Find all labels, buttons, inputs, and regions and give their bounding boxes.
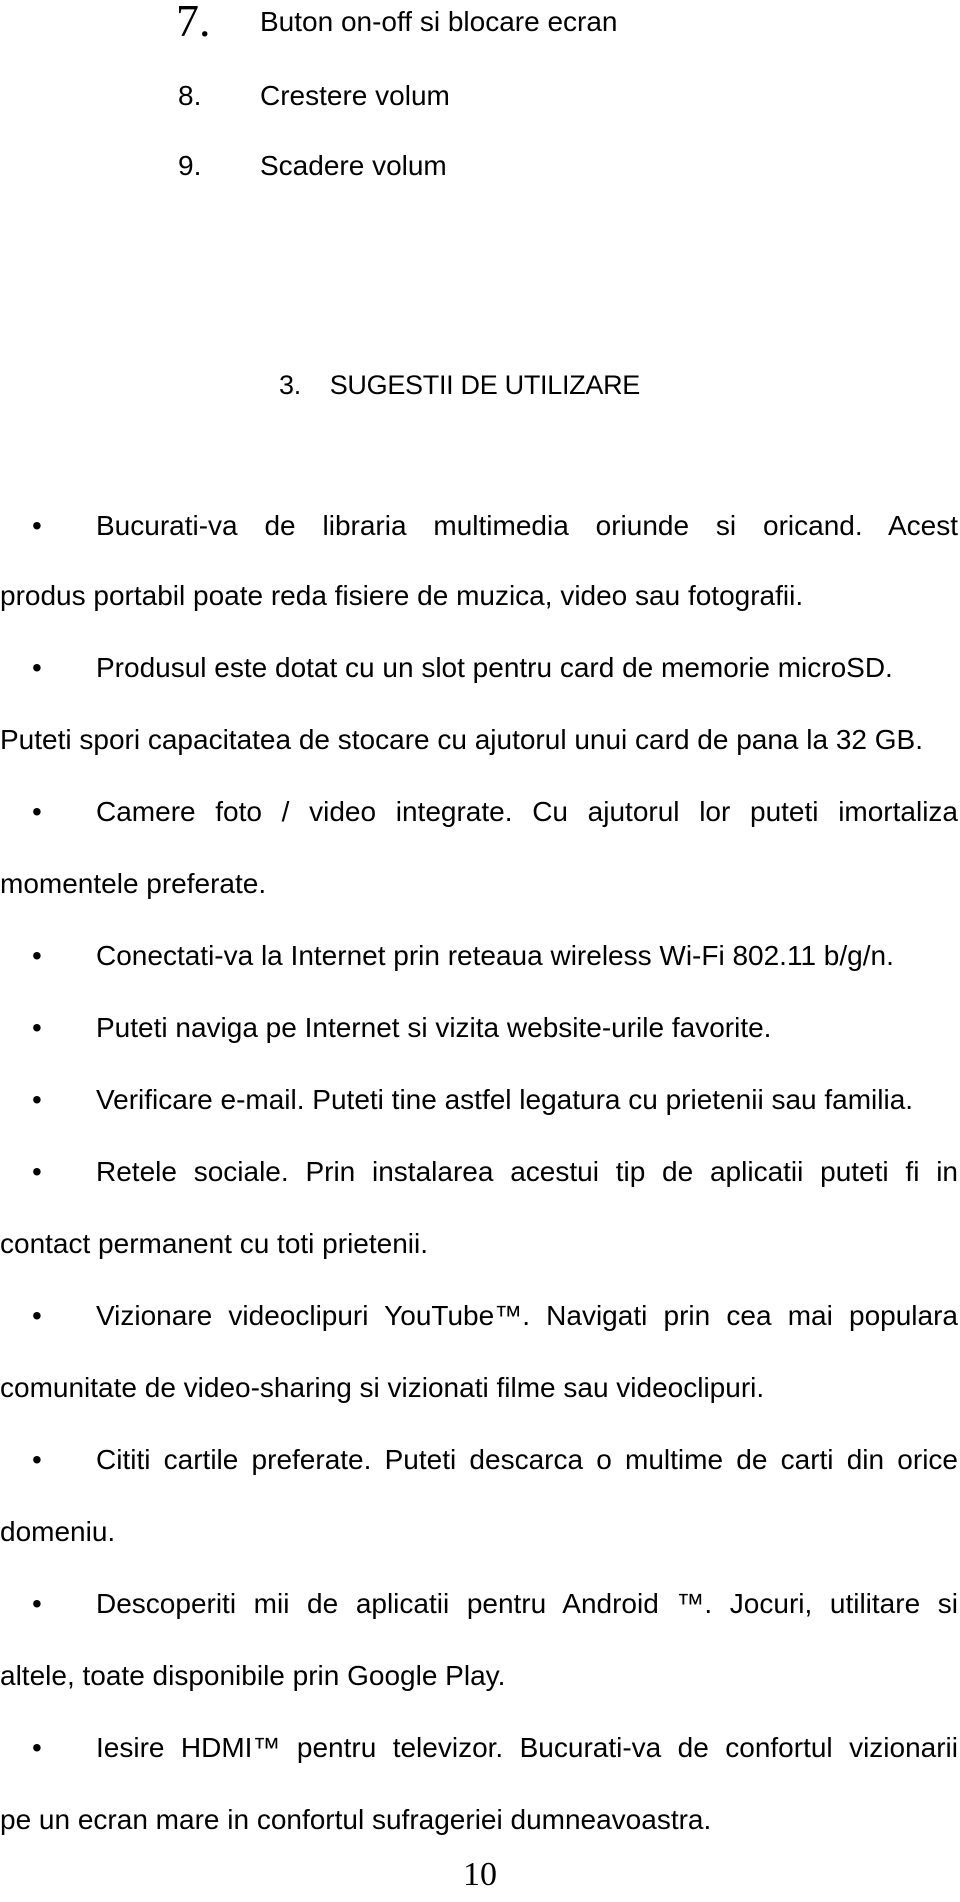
bullet-continuation: produs portabil poate reda fisiere de muzica, video sau fotografii. (0, 580, 804, 611)
bullet-item (0, 1006, 960, 1050)
bullet-marker: • (32, 1588, 42, 1619)
item-text: Buton on-off si blocare ecran (260, 6, 618, 37)
bullet-text: Iesire HDMI™ pentru televizor. Bucurati-va de confortul vizionarii (96, 1732, 958, 1763)
item-number: 8. (178, 80, 202, 111)
bullet-continuation: comunitate de video-sharing si vizionati filme sau videoclipuri. (0, 1372, 765, 1403)
page-number: 10 (463, 1856, 497, 1893)
bullet-item (0, 1078, 960, 1122)
bullet-continuation: domeniu. (0, 1516, 116, 1547)
bullet-item (0, 1438, 960, 1482)
bullet-text: Conectati-va la Internet prin reteaua wireless Wi-Fi 802.11 b/g/n. (96, 940, 894, 971)
bullet-text: Cititi cartile preferate. Puteti descarca o multime de carti din orice (96, 1444, 958, 1475)
bullet-marker: • (32, 1300, 42, 1331)
bullet-continuation: contact permanent cu toti prietenii. (0, 1228, 429, 1259)
bullet-marker: • (32, 1156, 42, 1187)
bullet-item (0, 1294, 960, 1338)
bullet-text: Produsul este dotat cu un slot pentru card de memorie microSD. (96, 652, 893, 683)
bullet-marker: • (32, 1444, 42, 1475)
bullet-item (0, 504, 960, 548)
bullet-marker: • (32, 1012, 42, 1043)
bullet-continuation: momentele preferate. (0, 868, 267, 899)
item-number: 7. (176, 0, 211, 46)
item-text: Crestere volum (260, 80, 450, 111)
bullet-marker: • (32, 1084, 42, 1115)
bullet-text: Descoperiti mii de aplicatii pentru Android ™. Jocuri, utilitare si (96, 1588, 958, 1619)
bullet-text: Bucurati-va de libraria multimedia oriunde si oricand. Acest (96, 510, 958, 541)
bullet-continuation: Puteti spori capacitatea de stocare cu ajutorul unui card de pana la 32 GB. (0, 724, 924, 755)
bullet-text: Retele sociale. Prin instalarea acestui tip de aplicatii puteti fi in (96, 1156, 958, 1187)
bullet-marker: • (32, 1732, 42, 1763)
bullet-item (0, 934, 960, 978)
bullet-item (0, 1582, 960, 1626)
bullet-marker: • (32, 796, 42, 827)
bullet-item (0, 790, 960, 834)
bullet-text: Camere foto / video integrate. Cu ajutorul lor puteti imortaliza (96, 796, 958, 827)
bullet-marker: • (32, 940, 42, 971)
bullet-continuation: pe un ecran mare in confortul sufrageriei dumneavoastra. (0, 1804, 712, 1835)
bullet-item (0, 1726, 960, 1770)
bullet-marker: • (32, 510, 42, 541)
bullet-text: Verificare e-mail. Puteti tine astfel legatura cu prietenii sau familia. (96, 1084, 914, 1115)
section-heading: 3. SUGESTII DE UTILIZARE (279, 370, 640, 400)
bullet-item (0, 646, 960, 690)
item-text: Scadere volum (260, 150, 447, 181)
bullet-item (0, 1150, 960, 1194)
bullet-marker: • (32, 652, 42, 683)
bullet-text: Vizionare videoclipuri YouTube™. Navigati prin cea mai populara (96, 1300, 958, 1331)
bullet-continuation: altele, toate disponibile prin Google Play. (0, 1660, 506, 1691)
bullet-text: Puteti naviga pe Internet si vizita website-urile favorite. (96, 1012, 772, 1043)
item-number: 9. (178, 150, 202, 181)
